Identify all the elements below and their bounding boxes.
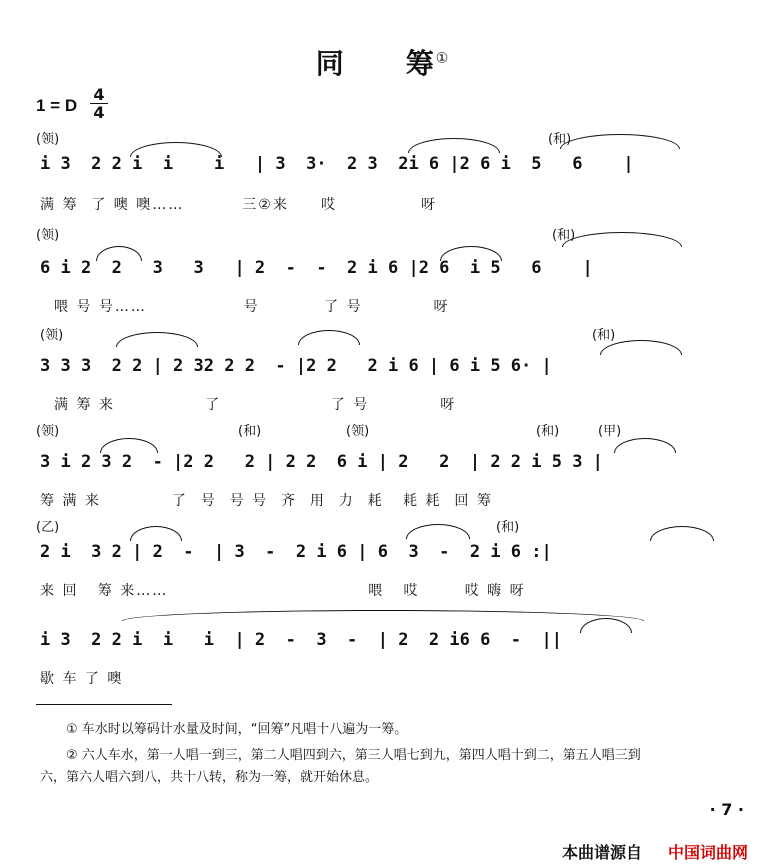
title-text: 同 筹 — [315, 47, 436, 80]
part-label: (和) — [536, 424, 560, 439]
notation-line-6: i 3 2 2 i i i | 2 - 3 - | 2 2 i6 6 - || — [40, 630, 562, 650]
footnote-divider — [36, 704, 172, 705]
key-signature: 1 = D — [36, 96, 78, 115]
slur — [560, 134, 680, 149]
page-title — [0, 42, 766, 82]
notation-line-5: 2 i 3 2 | 2 - | 3 - 2 i 6 | 6 3 - 2 i 6 :| — [40, 542, 552, 562]
footnote-2-cont: 六，第六人唱六到八，共十八转，称为一筹，就开始休息。 — [40, 770, 379, 785]
slur — [614, 438, 676, 453]
long-slur — [122, 610, 644, 621]
part-label: (领) — [346, 424, 370, 439]
slur — [130, 142, 222, 157]
lyrics-line-4: 筹 满 来 了 号 号 号 齐 用 力 耗 耗 耗 回 筹 — [40, 493, 493, 509]
lyrics-line-1: 满 筹 了 噢 噢…… 三②来 哎 呀 — [40, 197, 437, 213]
part-label: (领) — [36, 132, 60, 147]
part-label: (领) — [40, 328, 64, 343]
slur — [130, 526, 182, 541]
slur — [562, 232, 682, 247]
notation-line-1: i 3 2 2 i i i | 3 3· 2 3 2i 6 |2 6 i 5 6 | — [40, 154, 634, 174]
page-number: · 7 · — [709, 800, 744, 819]
lyrics-line-6: 歇 车 了 噢 — [40, 671, 124, 687]
part-label: (和) — [496, 520, 520, 535]
watermark-site: 中国词曲网 — [668, 843, 749, 862]
slur — [408, 138, 500, 153]
part-label: (和) — [552, 228, 576, 243]
part-label: (和) — [238, 424, 262, 439]
slur — [96, 246, 142, 261]
part-label: (乙) — [36, 520, 60, 535]
lyrics-line-3: 满 筹 来 了 了 号 呀 — [54, 397, 457, 413]
meter-numerator: 4 — [93, 85, 105, 104]
lyrics-line-5: 来 回 筹 来…… 喂 哎 哎 嗨 呀 — [40, 583, 526, 599]
notation-line-3: 3 3 3 2 2 | 2 32 2 2 - |2 2 2 i 6 | 6 i 5 6· | — [40, 356, 552, 376]
slur — [116, 332, 198, 347]
slur — [406, 524, 470, 539]
part-label: (领) — [36, 228, 60, 243]
part-label: (领) — [36, 424, 60, 439]
slur — [650, 526, 714, 541]
lyrics-line-2: 喂 号 号…… 号 了 号 呀 — [54, 299, 450, 315]
slur — [298, 330, 360, 345]
part-label: (和) — [592, 328, 616, 343]
time-signature — [90, 86, 108, 121]
footnote-1: ① 车水时以筹码计水量及时间，“回筹”凡唱十八遍为一筹。 — [66, 722, 408, 737]
footnote-2: ② 六人车水，第一人唱一到三，第二人唱四到六，第三人唱七到九，第四人唱十到二，第五人唱三到 — [66, 748, 641, 763]
notation-line-2: 6 i 2 2 3 3 | 2 - - 2 i 6 |2 6 i 5 6 | — [40, 258, 593, 278]
meter-denominator: 4 — [93, 103, 105, 122]
title-footnote-mark: ① — [435, 50, 451, 67]
slur — [440, 246, 502, 261]
slur — [100, 438, 158, 453]
watermark-source: 本曲谱源自 — [562, 843, 643, 862]
notation-line-4: 3 i 2 3 2 - |2 2 2 | 2 2 6 i | 2 2 | 2 2 i 5 3 | — [40, 452, 603, 472]
part-label: (甲) — [598, 424, 622, 439]
part-label: (和) — [548, 132, 572, 147]
